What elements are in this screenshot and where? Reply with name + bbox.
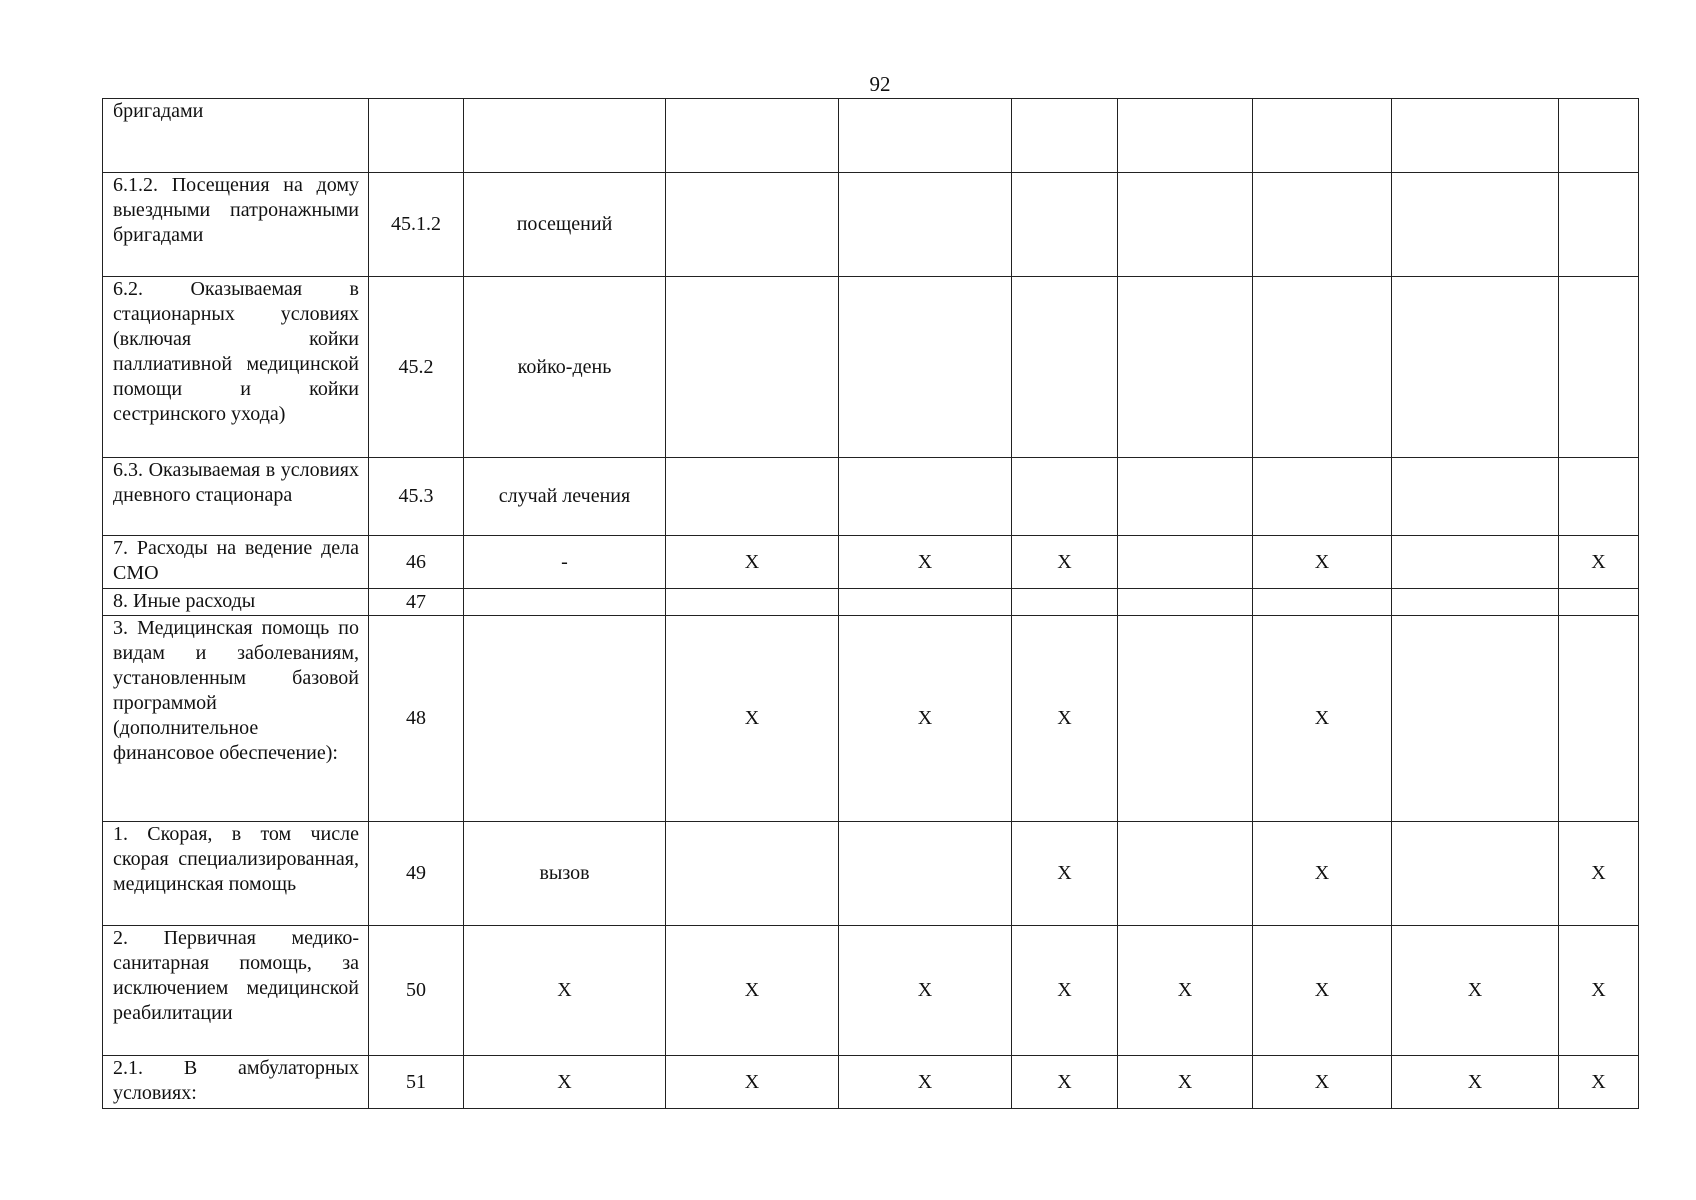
value-cell xyxy=(839,822,1012,926)
table-row xyxy=(103,536,1639,589)
row-name-cell: 6.2. Оказываемая в стационарных условиях (включая койки паллиативной медицинской помощи и койки сестринского ухода) xyxy=(103,277,369,458)
table-row xyxy=(103,616,1639,822)
value-cell xyxy=(1559,589,1639,616)
unit-cell: вызов xyxy=(464,822,666,926)
value-cell: X xyxy=(1253,616,1392,822)
value-cell xyxy=(1118,822,1253,926)
row-name-cell: 6.1.2. Посещения на дому выездными патронажными бригадами xyxy=(103,173,369,277)
value-cell xyxy=(1559,616,1639,822)
value-cell: X xyxy=(1118,1056,1253,1109)
value-cell: X xyxy=(1559,822,1639,926)
value-cell: X xyxy=(1392,1056,1559,1109)
expenses-table xyxy=(102,98,1639,1109)
row-code-cell: 45.1.2 xyxy=(369,173,464,277)
value-cell: X xyxy=(666,536,839,589)
value-cell: X xyxy=(1559,926,1639,1056)
value-cell xyxy=(1253,277,1392,458)
unit-cell: - xyxy=(464,536,666,589)
value-cell: X xyxy=(1253,1056,1392,1109)
value-cell xyxy=(1118,616,1253,822)
row-name-cell: 2. Первичная медико-санитарная помощь, за исключением медицинской реабилитации xyxy=(103,926,369,1056)
row-name-cell: 1. Скорая, в том числе скорая специализированная, медицинская помощь xyxy=(103,822,369,926)
row-name-cell: бригадами xyxy=(103,99,369,173)
value-cell xyxy=(1392,99,1559,173)
value-cell: X xyxy=(1012,926,1118,1056)
unit-cell: посещений xyxy=(464,173,666,277)
value-cell xyxy=(1559,458,1639,536)
value-cell xyxy=(1392,458,1559,536)
row-code-cell: 49 xyxy=(369,822,464,926)
value-cell xyxy=(1118,589,1253,616)
value-cell xyxy=(1392,173,1559,277)
value-cell: X xyxy=(1118,926,1253,1056)
value-cell: X xyxy=(666,616,839,822)
value-cell xyxy=(1559,173,1639,277)
value-cell xyxy=(666,99,839,173)
value-cell xyxy=(666,277,839,458)
table-row xyxy=(103,458,1639,536)
value-cell xyxy=(1012,458,1118,536)
value-cell: X xyxy=(1012,1056,1118,1109)
value-cell xyxy=(1392,616,1559,822)
value-cell xyxy=(1118,173,1253,277)
value-cell xyxy=(1012,99,1118,173)
table-row xyxy=(103,1056,1639,1109)
value-cell xyxy=(1392,822,1559,926)
row-name-cell: 3. Медицинская помощь по видам и заболеваниям, установленным базовой программой (дополнительное финансовое обеспечение): xyxy=(103,616,369,822)
row-code-cell: 45.2 xyxy=(369,277,464,458)
row-code-cell: 47 xyxy=(369,589,464,616)
unit-cell xyxy=(464,99,666,173)
value-cell xyxy=(1118,99,1253,173)
value-cell: X xyxy=(666,926,839,1056)
unit-cell xyxy=(464,616,666,822)
unit-cell: X xyxy=(464,1056,666,1109)
value-cell: X xyxy=(1012,536,1118,589)
table-row xyxy=(103,926,1639,1056)
value-cell xyxy=(1253,589,1392,616)
value-cell: X xyxy=(1253,536,1392,589)
row-name-cell: 8. Иные расходы xyxy=(103,589,369,616)
value-cell xyxy=(1253,458,1392,536)
value-cell xyxy=(839,589,1012,616)
value-cell: X xyxy=(1253,926,1392,1056)
value-cell xyxy=(1118,536,1253,589)
value-cell: X xyxy=(1253,822,1392,926)
value-cell xyxy=(1392,536,1559,589)
value-cell: X xyxy=(839,616,1012,822)
value-cell xyxy=(1253,173,1392,277)
row-code-cell: 46 xyxy=(369,536,464,589)
value-cell xyxy=(839,277,1012,458)
value-cell xyxy=(1012,173,1118,277)
value-cell: X xyxy=(1012,616,1118,822)
value-cell: X xyxy=(839,536,1012,589)
value-cell xyxy=(666,173,839,277)
table-row xyxy=(103,173,1639,277)
value-cell xyxy=(1559,99,1639,173)
value-cell: X xyxy=(839,926,1012,1056)
page-number: 92 xyxy=(869,72,891,96)
value-cell xyxy=(1559,277,1639,458)
table-row xyxy=(103,822,1639,926)
table-row xyxy=(103,277,1639,458)
value-cell: X xyxy=(1559,536,1639,589)
value-cell xyxy=(1118,458,1253,536)
value-cell xyxy=(1392,589,1559,616)
value-cell xyxy=(839,458,1012,536)
row-name-cell: 2.1. В амбулаторных условиях: xyxy=(103,1056,369,1109)
row-code-cell: 51 xyxy=(369,1056,464,1109)
value-cell xyxy=(666,458,839,536)
value-cell xyxy=(839,173,1012,277)
value-cell: X xyxy=(666,1056,839,1109)
value-cell xyxy=(1012,589,1118,616)
row-code-cell: 45.3 xyxy=(369,458,464,536)
row-code-cell: 50 xyxy=(369,926,464,1056)
value-cell xyxy=(666,589,839,616)
value-cell: X xyxy=(1559,1056,1639,1109)
value-cell xyxy=(1012,277,1118,458)
value-cell xyxy=(1118,277,1253,458)
value-cell xyxy=(666,822,839,926)
unit-cell: койко-день xyxy=(464,277,666,458)
value-cell xyxy=(1392,277,1559,458)
unit-cell: случай лечения xyxy=(464,458,666,536)
row-name-cell: 7. Расходы на ведение дела СМО xyxy=(103,536,369,589)
row-name-cell: 6.3. Оказываемая в условиях дневного стационара xyxy=(103,458,369,536)
unit-cell: X xyxy=(464,926,666,1056)
value-cell: X xyxy=(1392,926,1559,1056)
value-cell xyxy=(839,99,1012,173)
value-cell: X xyxy=(839,1056,1012,1109)
row-code-cell xyxy=(369,99,464,173)
table-row xyxy=(103,99,1639,173)
table-row xyxy=(103,589,1639,616)
value-cell: X xyxy=(1012,822,1118,926)
row-code-cell: 48 xyxy=(369,616,464,822)
unit-cell xyxy=(464,589,666,616)
value-cell xyxy=(1253,99,1392,173)
